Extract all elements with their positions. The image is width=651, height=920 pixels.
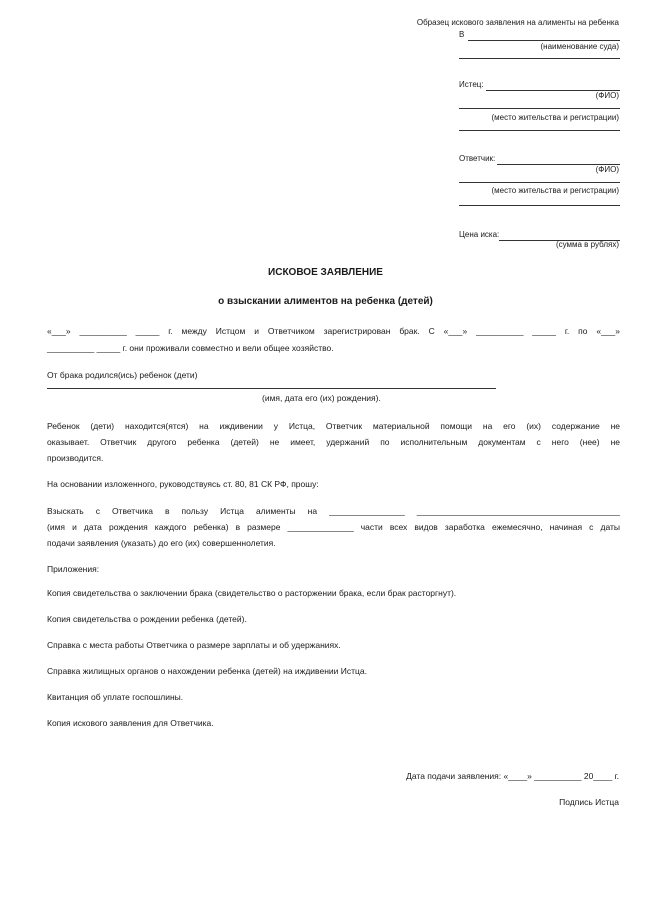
attachment-item: Справка с места работы Ответчика о размере зарплаты и об удержаниях. — [47, 640, 341, 650]
plaintiff-address-line-2[interactable] — [459, 130, 620, 131]
paragraph-request-line2: (имя и дата рождения каждого ребенка) в размере ______________ части всех видов заработка ежемесячно, начиная с даты — [47, 522, 620, 532]
attachments-heading: Приложения: — [47, 564, 100, 574]
paragraph-dependency-line3: производится. — [47, 453, 104, 463]
attachment-item: Копия свидетельства о заключении брака (свидетельство о расторжении брака, если брак расторгнут). — [47, 588, 457, 598]
sample-title: Образец искового заявления на алименты на ребенка — [416, 18, 619, 27]
document-subtitle: о взыскании алиментов на ребенка (детей) — [218, 296, 433, 307]
paragraph-request-line3: подачи заявления (указать) до его (их) совершеннолетия. — [47, 538, 276, 548]
children-names-line[interactable] — [47, 388, 496, 389]
attachment-item: Копия искового заявления для Ответчика. — [47, 718, 214, 728]
paragraph-dependency-line2: оказывает. Ответчик другого ребенка (детей) не имеет, удержаний по исполнительным документам с него (нее) не — [47, 437, 620, 447]
plaintiff-address-caption: (место жительства и регистрации) — [491, 113, 619, 122]
attachment-item: Квитанция об уплате госпошлины. — [47, 692, 184, 702]
defendant-fio-caption: (ФИО) — [595, 165, 619, 174]
children-names-caption: (имя, дата его (их) рождения). — [262, 393, 381, 403]
paragraph-marriage-line2: __________ _____ г. они проживали совместно и вели общее хозяйство. — [47, 343, 334, 353]
court-prefix: В — [459, 30, 465, 39]
plaintiff-signature: Подпись Истца — [559, 797, 619, 807]
paragraph-basis: На основании изложенного, руководствуясь ст. 80, 81 СК РФ, прошу: — [47, 479, 319, 489]
attachment-item: Справка жилищных органов о нахождении ребенка (детей) на иждивении Истца. — [47, 666, 367, 676]
plaintiff-label: Истец: — [459, 80, 484, 89]
paragraph-request-line1: Взыскать с Ответчика в пользу Истца алименты на ________________ ___________________________________________ — [47, 506, 620, 516]
defendant-label: Ответчик: — [459, 154, 496, 163]
paragraph-dependency-line1: Ребенок (дети) находится(ятся) на иждивении у Истца, Ответчик материальной помощи на его (их) содержание не — [47, 421, 620, 431]
document-title: ИСКОВОЕ ЗАЯВЛЕНИЕ — [268, 267, 383, 278]
paragraph-marriage-line1: «___» __________ _____ г. между Истцом и Ответчиком зарегистрирован брак. С «___» __________ _____ г. по «___» — [47, 326, 620, 336]
attachment-item: Копия свидетельства о рождении ребенка (детей). — [47, 614, 247, 624]
defendant-address-line-2[interactable] — [459, 205, 620, 206]
paragraph-children: От брака родился(ись) ребенок (дети) — [47, 370, 198, 380]
court-input-line[interactable] — [468, 40, 620, 41]
court-extra-line[interactable] — [459, 58, 620, 59]
plaintiff-address-line[interactable] — [459, 108, 620, 109]
claim-price-label: Цена иска: — [459, 230, 500, 239]
court-caption: (наименование суда) — [540, 42, 619, 51]
defendant-address-caption: (место жительства и регистрации) — [491, 186, 619, 195]
claim-price-caption: (сумма в рублях) — [555, 240, 619, 249]
plaintiff-fio-caption: (ФИО) — [595, 91, 619, 100]
defendant-address-line[interactable] — [459, 182, 620, 183]
submission-date: Дата подачи заявления: «____» __________ 20____ г. — [406, 771, 619, 781]
